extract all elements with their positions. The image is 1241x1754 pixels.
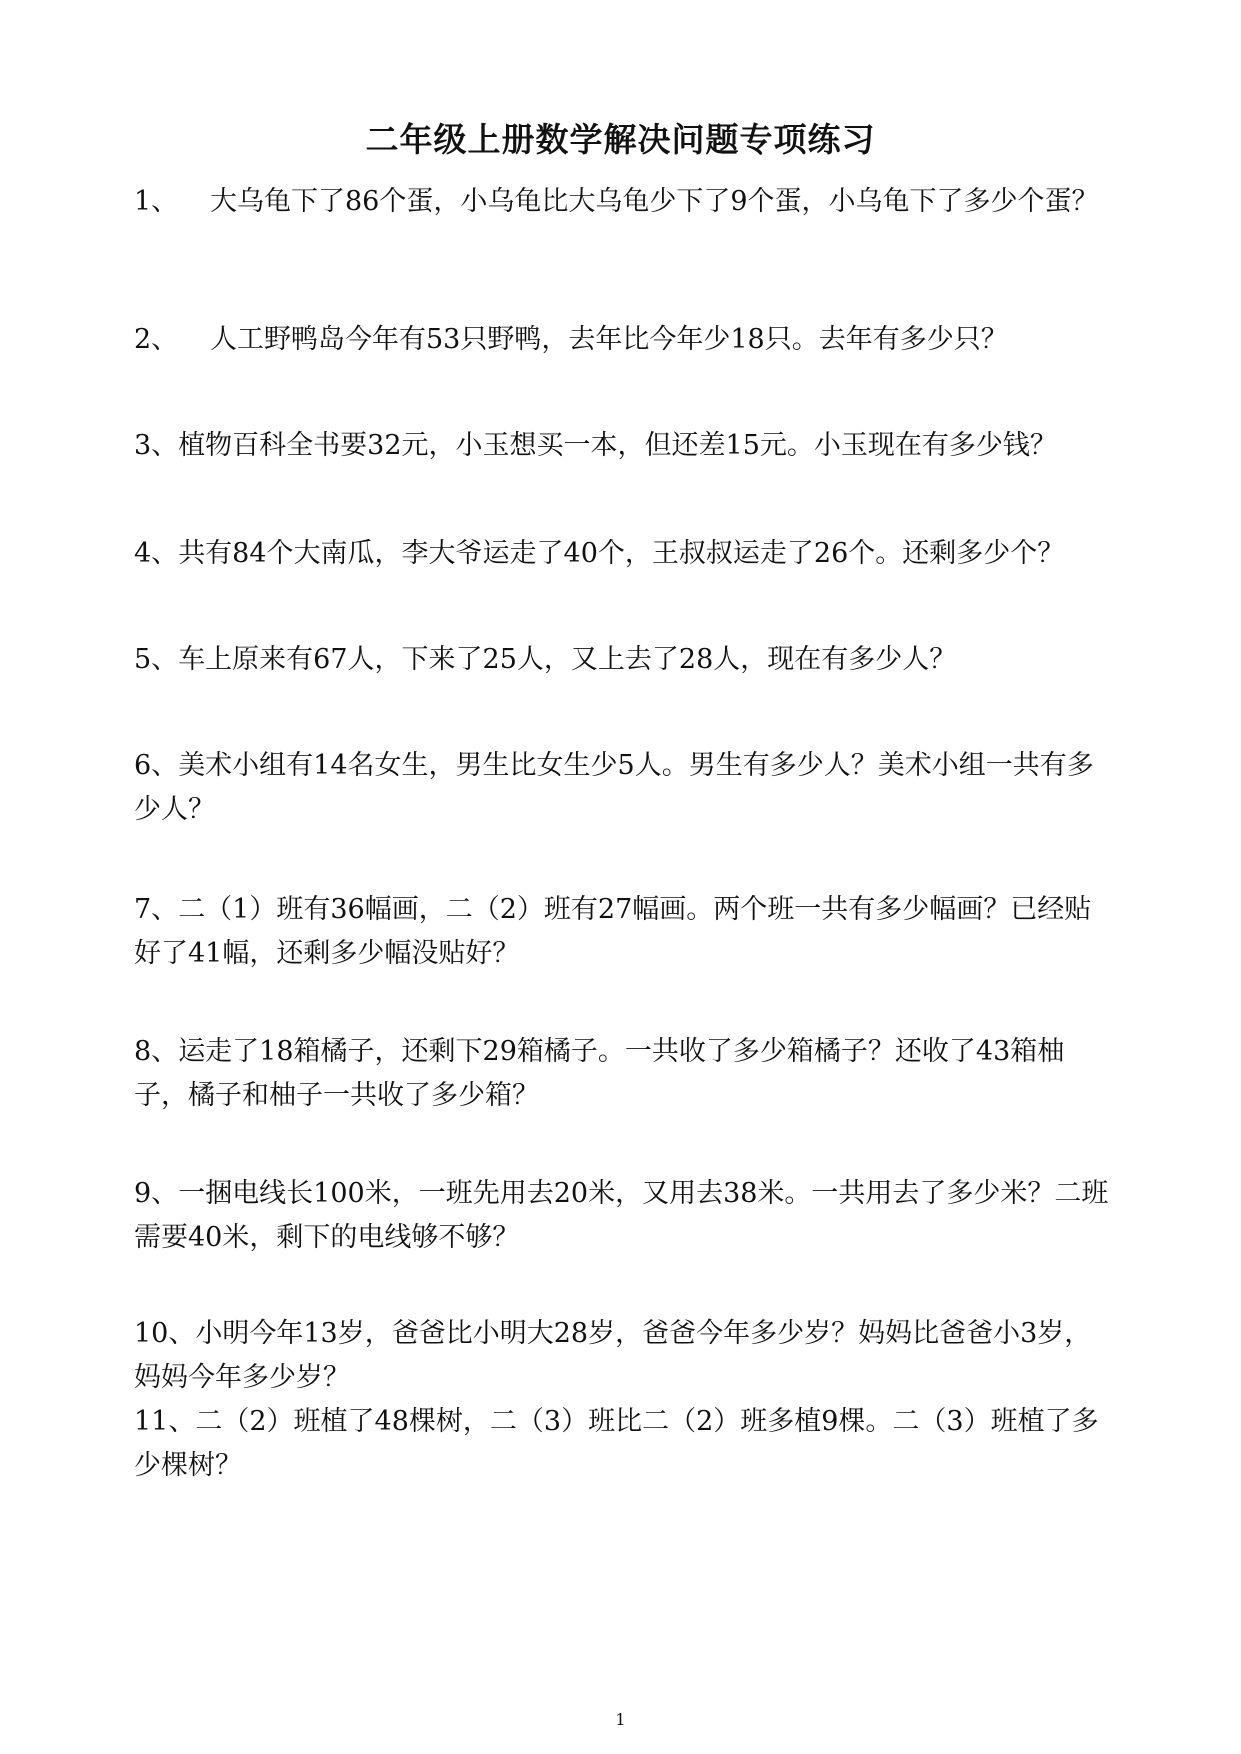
question-6 — [134, 744, 1114, 832]
question-text: 共有84个大南瓜，李大爷运走了40个，王叔叔运走了26个。还剩多少个？ — [178, 538, 1065, 569]
question-text: 二（2）班植了48棵树，二（3）班比二（2）班多植9棵。二（3）班植了多少棵树？ — [134, 1406, 1099, 1481]
question-number: 5、 — [134, 644, 179, 675]
question-3 — [134, 424, 1114, 468]
question-number: 10、 — [134, 1318, 196, 1349]
page-title: 二年级上册数学解决问题专项练习 — [365, 120, 876, 159]
question-7 — [134, 888, 1114, 976]
question-number: 3、 — [134, 430, 179, 461]
question-8 — [134, 1030, 1114, 1118]
question-number: 7、 — [134, 894, 179, 925]
question-text: 运走了18箱橘子，还剩下29箱橘子。一共收了多少箱橘子？还收了43箱柚子，橘子和柚子一共收了多少箱？ — [134, 1036, 1065, 1111]
question-text: 美术小组有14名女生，男生比女生少5人。男生有多少人？美术小组一共有多少人？ — [134, 750, 1094, 825]
question-text: 植物百科全书要32元，小玉想买一本，但还差15元。小玉现在有多少钱？ — [178, 430, 1057, 461]
question-1 — [134, 180, 1114, 224]
question-10 — [134, 1312, 1114, 1400]
question-4 — [134, 532, 1114, 576]
question-text: 一捆电线长100米，一班先用去20米，又用去38米。一共用去了多少米？二班需要40米，剩下的电线够不够？ — [134, 1178, 1109, 1253]
question-number: 9、 — [134, 1178, 179, 1209]
question-number: 1、 — [134, 186, 179, 217]
question-9 — [134, 1172, 1114, 1260]
question-5 — [134, 638, 1114, 682]
question-number: 8、 — [134, 1036, 179, 1067]
question-number: 11、 — [134, 1406, 196, 1437]
question-text: 车上原来有67人，下来了25人，又上去了28人，现在有多少人？ — [178, 644, 957, 675]
page-number: 1 — [615, 1710, 626, 1729]
question-text: 二（1）班有36幅画，二（2）班有27幅画。两个班一共有多少幅画？已经贴好了41幅，还剩多少幅没贴好？ — [134, 894, 1092, 969]
question-text: 小明今年13岁，爸爸比小明大28岁，爸爸今年多少岁？妈妈比爸爸小3岁，妈妈今年多少岁？ — [134, 1318, 1092, 1393]
question-number: 6、 — [134, 750, 179, 781]
question-2 — [134, 318, 1114, 362]
question-text: 人工野鸭岛今年有53只野鸭，去年比今年少18只。去年有多少只？ — [210, 324, 1008, 355]
question-number: 2、 — [134, 324, 179, 355]
question-11 — [134, 1400, 1114, 1488]
question-number: 4、 — [134, 538, 179, 569]
question-text: 大乌龟下了86个蛋，小乌龟比大乌龟少下了9个蛋，小乌龟下了多少个蛋？ — [210, 186, 1099, 217]
